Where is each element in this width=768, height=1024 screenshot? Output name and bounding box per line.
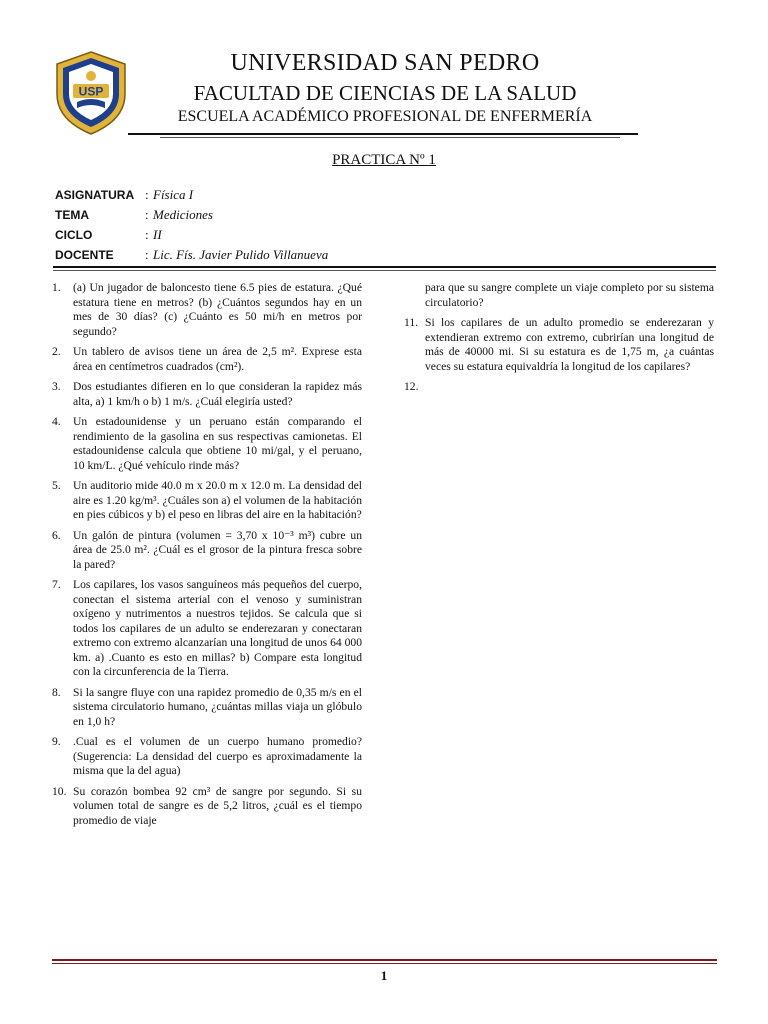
practice-title <box>0 152 768 169</box>
info-colon: : <box>145 227 149 242</box>
question-number: 5. <box>52 479 61 492</box>
question-item <box>52 380 362 409</box>
question-text: Si la sangre fluye con una rapidez promedio de 0,35 m/s en el sistema circulatorio humano, ¿cuántas millas viaja un glóbulo en 1,0 h? <box>73 685 362 728</box>
question-item <box>52 785 362 829</box>
question-text: (a) Un jugador de baloncesto tiene 6.5 pies de estatura. ¿Qué estatura tiene en metros? (b) ¿Cuántos segundos hay en un mes de 30 días? (c) ¿Cuánto es 50 mi/h en metros por segundo? <box>73 281 362 338</box>
info-key: TEMA <box>55 208 89 222</box>
faculty-name: FACULTAD DE CIENCIAS DE LA SALUD <box>193 81 577 105</box>
question-text: Su corazón bombea 92 cm³ de sangre por segundo. Si su volumen total de sangre es de 5,2 litros, ¿cuál es el tiempo promedio de viaje <box>73 784 362 827</box>
question-number: 6. <box>52 528 61 542</box>
question-number: 1. <box>52 281 61 294</box>
right-column <box>404 281 714 401</box>
university-name: UNIVERSIDAD SAN PEDRO <box>230 50 540 76</box>
question-continuation: para que su sangre complete un viaje completo por su sistema circulatorio? <box>425 281 714 309</box>
info-key: DOCENTE <box>55 248 114 262</box>
question-item <box>52 735 362 779</box>
question-text: .Cual es el volumen de un cuerpo humano promedio? (Sugerencia: La densidad del cuerpo es aproximadamente la misma que la del agua) <box>73 735 362 777</box>
question-item <box>52 686 362 730</box>
section-rule <box>53 266 716 268</box>
question-text <box>425 380 714 395</box>
question-text: Dos estudiantes difieren en lo que consideran la rapidez más alta, a) 1 km/h o b) 1 m/s. ¿Cuál elegiría usted? <box>73 380 362 408</box>
course-info <box>55 185 328 265</box>
header-rule <box>128 133 638 135</box>
question-item <box>52 529 362 573</box>
question-text: Un tablero de avisos tiene un área de 2,5 m². Exprese esta área en centímetros cuadrados (cm²). <box>73 345 362 373</box>
info-value: Lic. Fís. Javier Pulido Villanueva <box>153 247 329 262</box>
question-number: 11. <box>404 316 419 329</box>
question-number: 12. <box>404 380 419 393</box>
question-number: 3. <box>52 380 61 393</box>
question-item <box>52 415 362 473</box>
info-colon: : <box>145 247 149 262</box>
school-name: ESCUELA ACADÉMICO PROFESIONAL DE ENFERMERÍA <box>177 108 593 125</box>
info-colon: : <box>145 207 149 222</box>
question-text: Un galón de pintura (volumen = 3,70 x 10⁻³ m³) cubre un área de 25.0 m². ¿Cuál es el grosor de la pintura fresca sobre la pared? <box>73 528 362 571</box>
info-value: Mediciones <box>153 207 213 222</box>
footer-rule <box>52 959 717 961</box>
practice-title-text: PRACTICA Nº 1 <box>332 152 436 168</box>
question-text: Los capilares, los vasos sanguíneos más pequeños del cuerpo, conectan el sistema arterial con el venoso y suministran oxígeno y nutrimentos a nuestros tejidos. Se calcula que si todos los capilares de un adulto se enderezaran y conectaran extremo con extremo alcanzarían una longitud de unos 64 000 km. a) .Cuanto es esto en millas? b) Compare esta longitud con la circunferencia de la Tierra. <box>73 578 362 678</box>
info-row-topic <box>55 205 328 225</box>
question-item <box>52 578 362 680</box>
university-logo <box>53 50 129 136</box>
info-row-teacher <box>55 245 328 265</box>
question-text: Un estadounidense y un peruano están comparando el rendimiento de la gasolina en sus respectivas camionetas. El estadounidense calcula que obtiene 10 mi/gal, y el peruano, 10 km/L. ¿Qué vehículo rinde más? <box>73 415 362 472</box>
info-colon: : <box>145 187 149 202</box>
info-key: CICLO <box>55 228 93 242</box>
question-number: 4. <box>52 415 61 428</box>
question-number: 9. <box>52 735 61 748</box>
section-rule-thin <box>53 270 716 271</box>
left-column <box>52 281 362 834</box>
question-number: 2. <box>52 345 61 358</box>
info-value: Física I <box>153 187 194 202</box>
question-text: Si los capilares de un adulto promedio se enderezaran y extendieran extremo con extremo, cubrirían una longitud de más de 40000 mi. Si su estatura es de 1,75 m, ¿a cuántas veces su estatura equivaldría la longitud de los capilares? <box>425 316 714 373</box>
question-item <box>52 281 362 339</box>
question-number: 10. <box>52 784 67 798</box>
info-value: II <box>153 227 162 242</box>
question-text: Un auditorio mide 40.0 m x 20.0 m x 12.0 m. La densidad del aire es 1.20 kg/m³. ¿Cuáles son a) el volumen de la habitación en pies cúbicos y b) el peso en libras del aire en la habitación? <box>73 479 362 521</box>
page-number: 1 <box>380 968 388 983</box>
header-rule-thin <box>160 137 620 138</box>
question-item <box>404 380 714 395</box>
logo-text: USP <box>78 84 104 99</box>
question-item <box>404 316 714 374</box>
question-item <box>52 479 362 523</box>
question-item <box>52 345 362 374</box>
info-row-cycle <box>55 225 328 245</box>
info-key: ASIGNATURA <box>55 188 135 202</box>
footer-rule-thin <box>52 963 717 964</box>
info-row-subject <box>55 185 328 205</box>
question-number: 8. <box>52 685 61 699</box>
question-number: 7. <box>52 578 61 591</box>
